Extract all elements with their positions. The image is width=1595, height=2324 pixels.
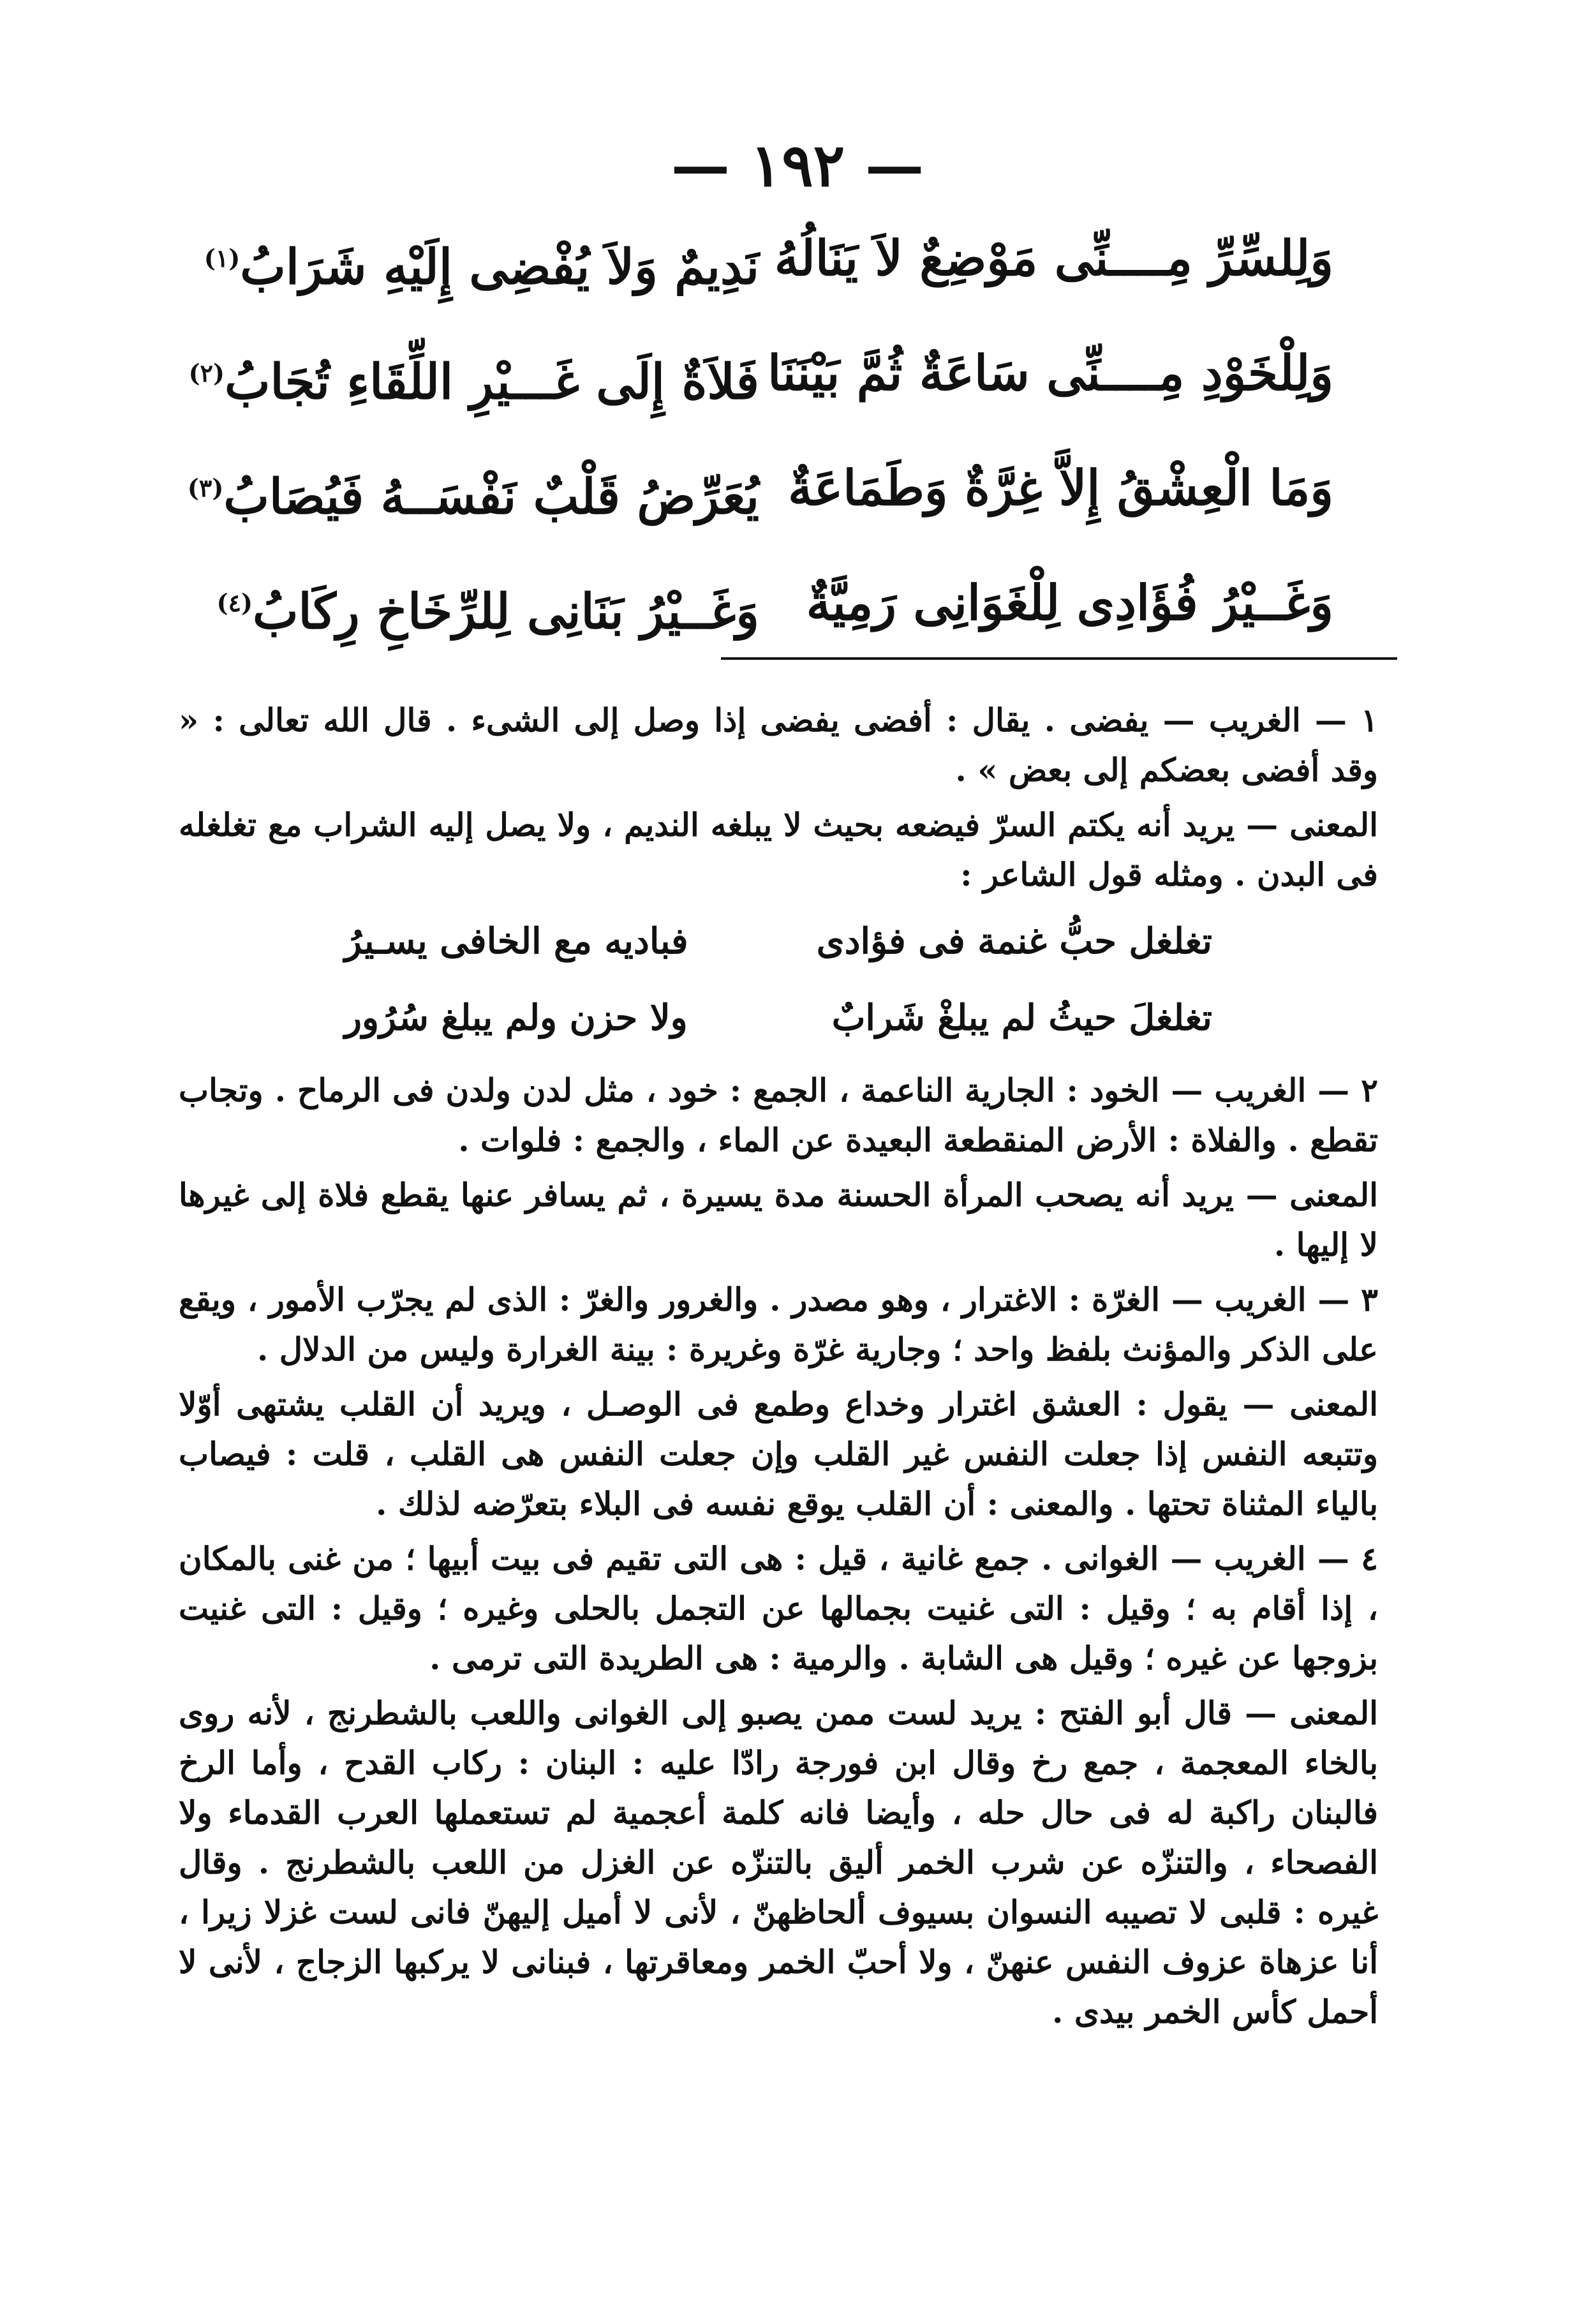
footnotes [179, 696, 1378, 2042]
verse-1-footnote-ref: (١) [204, 244, 241, 272]
poem-verses [187, 211, 1333, 670]
verse-3-second-hemistich [187, 440, 759, 544]
note-1-maana: المعنى — يريد أنه يكتم السرّ فيضعه بحيث لا يبلغه النديم ، ولا يصل إليه الشراب مع تغلغله فى البدن . ومثله قول الشاعر : [179, 806, 1378, 893]
verse-2-footnote-ref: (٢) [188, 359, 225, 387]
note-3-maana: المعنى — يقول : العشق اغترار وخداع وطمع فى الوصـل ، ويريد أن القلب يشتهى أوّلا وتتبعه النفس إذا جعلت النفس غير القلب وإن جعلت النفس هى القلب ، قلت : فيصاب بالياء المثناة تحتها . والمعنى : أن القلب يوقع نفسه فى البلاء بتعرّضه لذلك . [179, 1385, 1378, 1523]
note-3-gharib: ٣ — الغريب — الغرّة : الاغترار ، وهو مصدر . والغرور والغرّ : الذى لم يجرّب الأمور ، ويقع على الذكر والمؤنث بلفظ واحد ؛ وجارية غرّة وغريرة : بينة الغرارة وليس من الدلال . [179, 1281, 1378, 1368]
quoted-verse-1-second: فباديه مع الخافى يسـيرُ [345, 920, 688, 962]
quoted-verse-2-second: ولا حزن ولم يبلغ سُرُور [345, 997, 688, 1039]
verse-2-second-hemistich [188, 325, 759, 429]
note-4-maana: المعنى — قال أبو الفتح : يريد لست ممن يصبو إلى الغوانى واللعب بالشطرنج ، لأنه روى بالخاء المعجمة ، جمع رخ وقال ابن فورجة رادّا عليه : البنان : ركاب القدح ، وأما الرخ فالبنان راكبة له فى حال حله ، وأيضا فانه كلمة أعجمية لم تستعملها العرب القدماء ولا الفصحاء ، والتنزّه عن شرب الخمر أليق بالتنزّه عن الغزل من اللعب بالشطرنج . وقال غيره : قلبى لا تصيبه النسوان بسيوف ألحاظهنّ ، لأنى لا أميل إليهنّ فانى لست غزلا زيرا ، أنا عزهاة عزوف النفس عنهنّ ، ولا أحبّ الخمر ومعاقرتها ، فبنانى لا يركبها الزجاج ، لأنى لا أحمل كأس الخمر بيدى . [179, 1694, 1378, 2030]
verse-3-first-hemistich: وَمَا الْعِشْقُ إِلاَّ غِرَّةٌ وَطَمَاعَةٌ [788, 459, 1333, 516]
note-2-gharib: ٢ — الغريب — الخود : الجارية الناعمة ، الجمع : خود ، مثل لدن ولدن فى الرماح . وتجاب تقطع . والفلاة : الأرض المنقطعة البعيدة عن الماء ، والجمع : فلوات . [179, 1071, 1378, 1159]
quoted-poem [179, 906, 1378, 1059]
verse-3-second-text: يُعَرِّضُ قَلْبٌ نَفْسَــهُ فَيُصَابُ [223, 468, 759, 525]
verse-1-second-hemistich [204, 211, 759, 315]
page-number: — ١٩٢ — [671, 131, 924, 200]
verse-4-footnote-ref: (٤) [216, 588, 253, 617]
quoted-verse-1 [179, 906, 1378, 983]
verse-2-first-hemistich: وَلِلْخَوْدِ مِــــنِّى سَاعَةٌ ثُمَّ بَيْنَنَا [768, 345, 1333, 401]
verse-4 [211, 555, 1333, 670]
verse-1 [204, 211, 1333, 325]
verse-1-first-hemistich: وَلِلسِّرِّ مِــــنِّى مَوْضِعٌ لاَ يَنَالُهُ [774, 230, 1333, 287]
verse-2-second-text: فَلاَةٌ إِلَى غَـــيْرِ اللِّقَاءِ تُجَابُ [224, 353, 759, 410]
note-2-maana: المعنى — يريد أنه يصحب المرأة الحسنة مدة يسيرة ، ثم يسافر عنها يقطع فلاة إلى غيرها لا إليها . [179, 1176, 1378, 1263]
quoted-verse-2-first: تغلغلَ حيثُ لم يبلغْ شَرابٌ [831, 997, 1212, 1039]
quoted-verse-2 [179, 983, 1378, 1059]
verse-1-second-text: نَدِيمٌ وَلاَ يُفْضِى إِلَيْهِ شَرَابُ [240, 238, 759, 295]
quoted-verse-1-first: تغلغل حبُّ غنمة فى فؤادى [816, 920, 1212, 962]
verse-3 [187, 440, 1333, 555]
note-4-gharib: ٤ — الغريب — الغوانى . جمع غانية ، قيل : هى التى تقيم فى بيت أبيها ؛ من غنى بالمكان ، إذا أقام به ؛ وقيل : التى غنيت بجمالها عن التجمل بالحلى وغيره ؛ وقيل : التى غنيت بزوجها عن غيره ؛ وقيل هى الشابة . والرمية : هى الطريدة التى ترمى . [179, 1540, 1378, 1677]
verse-4-first-hemistich: وَغَــيْرُ فُؤَادِى لِلْغَوَانِى رَمِيَّةٌ [806, 574, 1333, 631]
verse-4-second-text: وَغَــيْرُ بَنَانِى لِلرِّخَاخِ رِكَابُ [253, 583, 759, 640]
verse-3-footnote-ref: (٣) [187, 473, 224, 502]
verse-4-second-hemistich [211, 555, 759, 659]
note-1-gharib: ١ — الغريب — يفضى . يقال : أفضى يفضى إذا وصل إلى الشىء . قال الله تعالى : « وقد أفضى بعضكم إلى بعض » . [179, 701, 1378, 789]
footnote-divider [721, 657, 1397, 660]
verse-2 [188, 325, 1333, 440]
